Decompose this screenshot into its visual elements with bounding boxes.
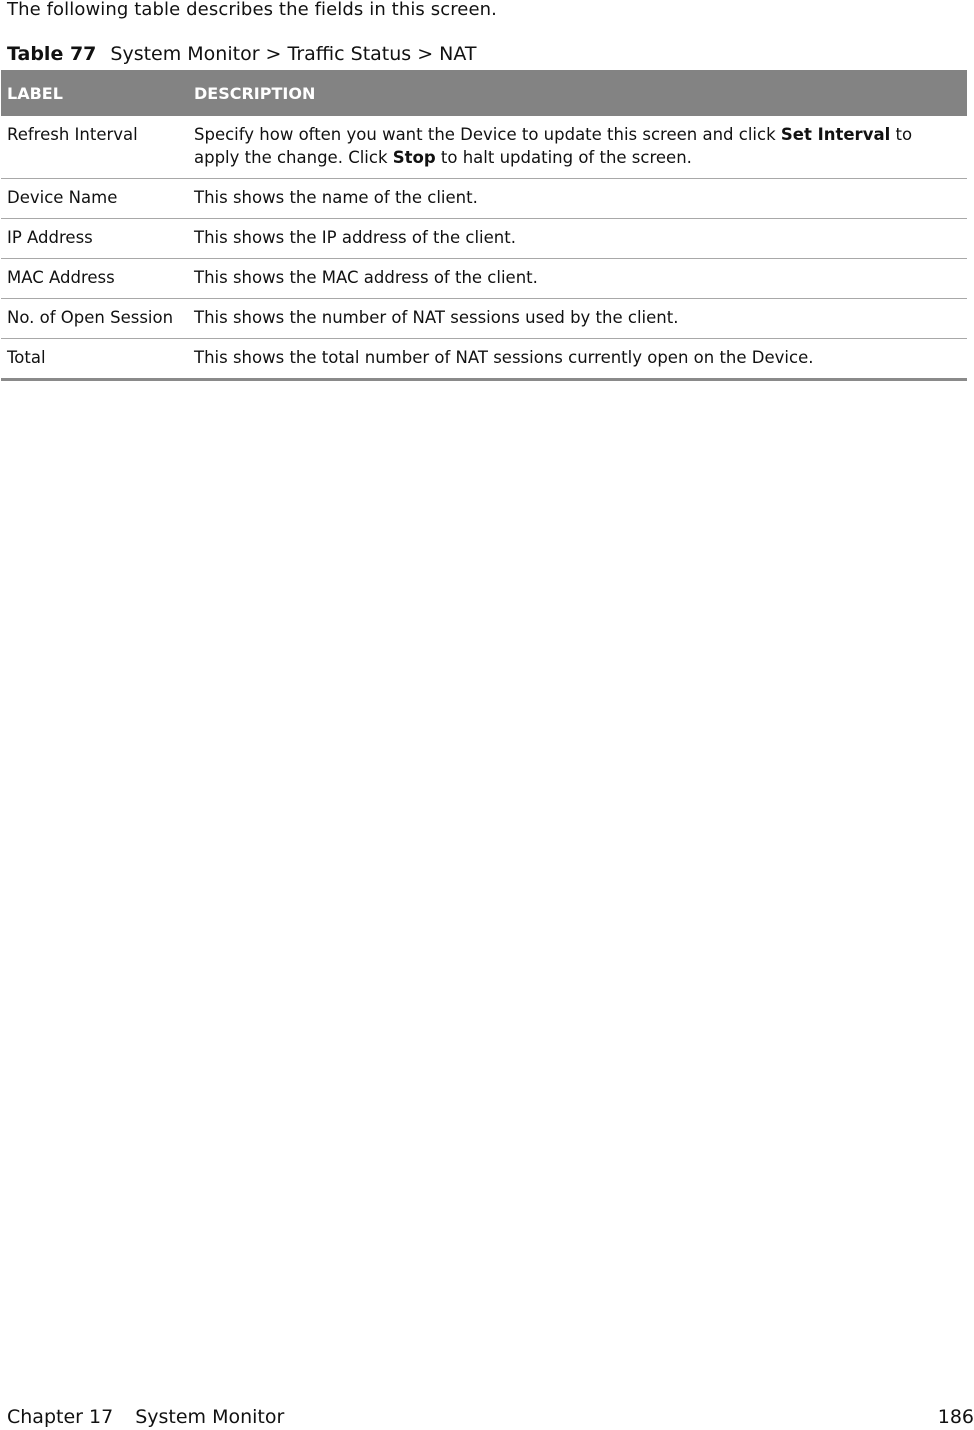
footer-chapter xyxy=(7,1405,284,1429)
row-label: Device Name xyxy=(1,179,188,219)
table-row xyxy=(1,339,967,380)
table-caption xyxy=(7,42,477,66)
description-table xyxy=(1,70,967,381)
header-label: LABEL xyxy=(1,70,188,116)
table-row xyxy=(1,219,967,259)
table-header-row xyxy=(1,70,967,116)
header-description: DESCRIPTION xyxy=(188,70,967,116)
chapter-number: Chapter 17 xyxy=(7,1406,114,1428)
row-label: MAC Address xyxy=(1,259,188,299)
table-row xyxy=(1,116,967,179)
row-description: This shows the name of the client. xyxy=(188,179,967,219)
table-title: System Monitor > Traffic Status > NAT xyxy=(110,43,477,65)
chapter-title: System Monitor xyxy=(135,1406,285,1428)
table-row xyxy=(1,259,967,299)
page-number: 186 xyxy=(937,1406,974,1428)
row-description: This shows the number of NAT sessions used by the client. xyxy=(188,299,967,339)
row-description: Specify how often you want the Device to update this screen and click Set Interval to apply the change. Click Stop to halt updating of the screen. xyxy=(188,116,967,179)
table-row xyxy=(1,299,967,339)
stop-term: Stop xyxy=(392,148,436,167)
row-label: Refresh Interval xyxy=(1,116,188,179)
row-description: This shows the MAC address of the client. xyxy=(188,259,967,299)
table-row xyxy=(1,179,967,219)
table-number: Table 77 xyxy=(7,43,97,65)
set-interval-term: Set Interval xyxy=(780,125,891,144)
row-label: Total xyxy=(1,339,188,380)
intro-text: The following table describes the fields in this screen. xyxy=(7,0,497,20)
row-description: This shows the total number of NAT sessions currently open on the Device. xyxy=(188,339,967,380)
row-label: IP Address xyxy=(1,219,188,259)
row-label: No. of Open Session xyxy=(1,299,188,339)
row-description: This shows the IP address of the client. xyxy=(188,219,967,259)
